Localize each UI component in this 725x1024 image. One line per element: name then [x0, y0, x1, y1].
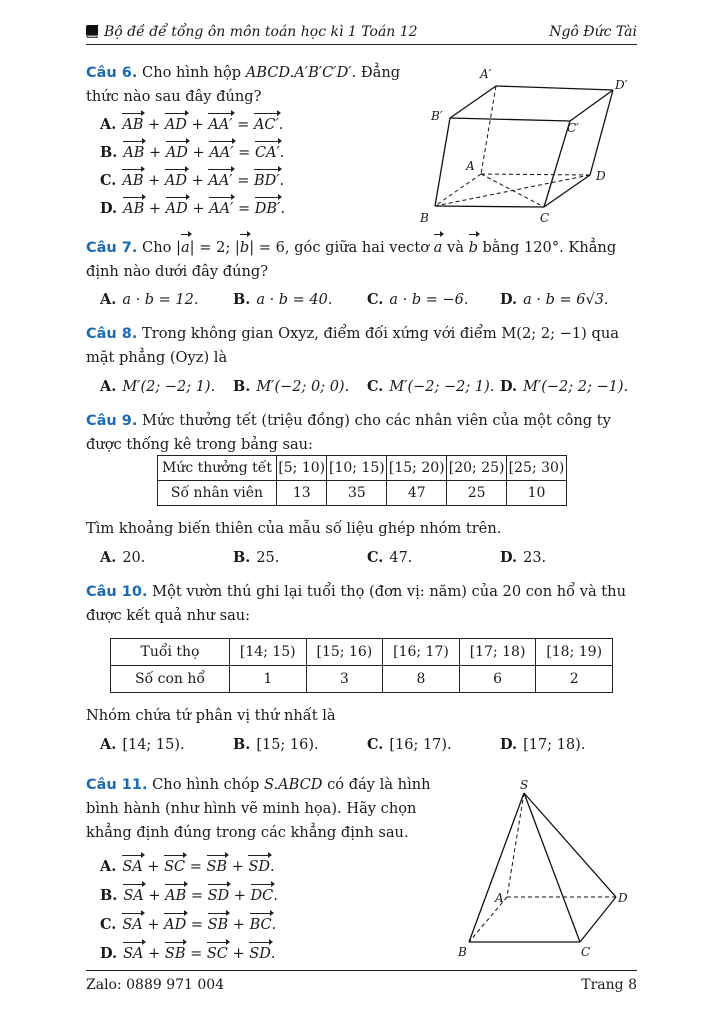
page-header	[86, 20, 637, 45]
question-text: Cho hình chóp S.ABCD có đáy là hình bình hành (như hình vẽ minh họa). Hãy chọn khẳng định đúng trong các khẳng định sau.	[86, 776, 431, 841]
bonus-table	[157, 455, 567, 506]
table-cell: [25; 30)	[507, 456, 567, 481]
book-icon	[86, 25, 98, 38]
edge-sc	[524, 793, 580, 942]
table-row	[158, 481, 567, 506]
label-c: C	[540, 211, 550, 225]
question-10-stem	[86, 580, 638, 628]
question-label: Câu 8.	[86, 326, 138, 342]
table-cell: 2	[536, 666, 613, 693]
option-D[interactable]: D. 23.	[500, 549, 547, 566]
question-label: Câu 10.	[86, 584, 148, 600]
option-B[interactable]: B. AB + AD + AA′ = CA′.	[100, 144, 285, 161]
label-b: B	[420, 211, 429, 225]
question-label: Câu 9.	[86, 413, 138, 429]
table-cell: [10; 15)	[327, 456, 387, 481]
table-cell: [14; 15)	[230, 639, 307, 666]
edge-d1c1	[570, 90, 613, 121]
edge-aa1	[481, 86, 496, 174]
footer-contact: Zalo: 0889 971 004	[86, 977, 225, 993]
option-B[interactable]: B. SA + AB = SD + DC.	[100, 887, 278, 904]
table-cell: 25	[447, 481, 507, 506]
label-s: S	[520, 778, 529, 792]
pyramid-figure	[450, 775, 640, 965]
option-A[interactable]: A. SA + SC = SB + SD.	[100, 858, 275, 875]
table-cell: 47	[387, 481, 447, 506]
edge-ad	[481, 174, 590, 175]
option-D[interactable]: D. a · b = 6√3.	[500, 291, 609, 308]
table-row	[158, 456, 567, 481]
label-d1: D′	[615, 78, 628, 92]
edge-sa	[507, 793, 524, 897]
label-a: A	[495, 891, 504, 905]
footer-divider	[86, 970, 637, 971]
question-text: Mức thưởng tết (triệu đồng) cho các nhân viên của một công ty được thống kê trong bảng sau:	[86, 412, 611, 453]
option-C[interactable]: C. M′(−2; −2; 1).	[367, 378, 495, 395]
table-cell: 13	[277, 481, 327, 506]
option-C[interactable]: C. 47.	[367, 549, 413, 566]
label-a: A	[466, 159, 475, 173]
option-B[interactable]: B. 25.	[233, 549, 280, 566]
question-7-stem	[86, 236, 638, 284]
edge-dd1	[590, 90, 613, 175]
question-text: Cho |a| = 2; |b| = 6, góc giữa hai vectơ a và b bằng 120°. Khẳng định nào dưới đây đúng?	[86, 239, 616, 280]
edge-c1b1	[450, 118, 570, 121]
header-author: Ngô Đức Tài	[549, 24, 637, 40]
question-label: Câu 6.	[86, 65, 138, 81]
table-cell: 3	[306, 666, 383, 693]
label-c: C	[581, 945, 591, 959]
table-row	[111, 666, 613, 693]
question-text: Một vườn thú ghi lại tuổi thọ (đơn vị: năm) của 20 con hổ và thu được kết quả như sau:	[86, 583, 626, 624]
option-D[interactable]: D. [17; 18).	[500, 736, 586, 753]
option-C[interactable]: C. a · b = −6.	[367, 291, 469, 308]
label-c1: C′	[567, 121, 579, 135]
question-9-stem	[86, 409, 638, 457]
table-cell: [5; 10)	[277, 456, 327, 481]
edge-sb	[469, 793, 524, 942]
footer-page-number: Trang 8	[581, 977, 637, 993]
edge-cd	[580, 897, 616, 942]
option-B[interactable]: B. M′(−2; 0; 0).	[233, 378, 350, 395]
option-D[interactable]: D. M′(−2; 2; −1).	[500, 378, 629, 395]
edge-sd	[524, 793, 616, 897]
question-label: Câu 7.	[86, 240, 138, 256]
option-A[interactable]: A. AB + AD + AA′ = AC′.	[100, 116, 284, 133]
row-header: Số con hổ	[111, 666, 230, 693]
table-cell: [15; 16)	[306, 639, 383, 666]
question-label: Câu 11.	[86, 777, 148, 793]
table-cell: 1	[230, 666, 307, 693]
option-A[interactable]: A. [14; 15).	[100, 736, 185, 753]
option-B[interactable]: B. a · b = 40.	[233, 291, 333, 308]
question-8-stem	[86, 322, 638, 370]
question-11-stem	[86, 773, 444, 845]
question-10-prompt: Nhóm chứa tứ phân vị thứ nhất là	[86, 707, 336, 724]
table-cell: 10	[507, 481, 567, 506]
option-D[interactable]: D. AB + AD + AA′ = DB′.	[100, 200, 285, 217]
option-A[interactable]: A. a · b = 12.	[100, 291, 199, 308]
header-title: Bộ đề để tổng ôn môn toán học kì 1 Toán 12	[104, 24, 418, 40]
label-a1: A′	[480, 67, 492, 81]
label-d: D	[618, 891, 628, 905]
table-cell: 35	[327, 481, 387, 506]
edge-bc	[435, 206, 544, 207]
table-cell: [17; 18)	[459, 639, 536, 666]
diag-ac	[481, 174, 544, 207]
question-6-stem	[86, 61, 408, 109]
table-cell: 6	[459, 666, 536, 693]
label-b: B	[458, 945, 467, 959]
option-C[interactable]: C. AB + AD + AA′ = BD′.	[100, 172, 285, 189]
parallelepiped-figure	[410, 60, 640, 230]
option-C[interactable]: C. [16; 17).	[367, 736, 452, 753]
edge-a1d1	[496, 86, 613, 90]
option-D[interactable]: D. SA + SB = SC + SD.	[100, 945, 276, 962]
table-cell: [18; 19)	[536, 639, 613, 666]
row-header: Mức thưởng tết	[158, 456, 277, 481]
question-9-prompt: Tìm khoảng biến thiên của mẫu số liệu ghép nhóm trên.	[86, 520, 502, 537]
question-text: Trong không gian Oxyz, điểm đối xứng với điểm M(2; 2; −1) qua mặt phẳng (Oyz) là	[86, 325, 619, 366]
row-header: Số nhân viên	[158, 481, 277, 506]
tiger-table	[110, 638, 613, 693]
table-row	[111, 639, 613, 666]
option-C[interactable]: C. SA + AD = SB + BC.	[100, 916, 277, 933]
label-d: D	[596, 169, 606, 183]
label-b1: B′	[431, 109, 443, 123]
table-cell: [16; 17)	[383, 639, 460, 666]
edge-b1a1	[450, 86, 496, 118]
edge-bb1	[435, 118, 450, 206]
option-A[interactable]: A. M′(2; −2; 1).	[100, 378, 216, 395]
table-cell: [20; 25)	[447, 456, 507, 481]
option-B[interactable]: B. [15; 16).	[233, 736, 319, 753]
table-cell: [15; 20)	[387, 456, 447, 481]
question-text: Cho hình hộp ABCD.A′B′C′D′. Đẳng thức nào sau đây đúng?	[86, 64, 401, 105]
row-header: Tuổi thọ	[111, 639, 230, 666]
option-A[interactable]: A. 20.	[100, 549, 146, 566]
table-cell: 8	[383, 666, 460, 693]
